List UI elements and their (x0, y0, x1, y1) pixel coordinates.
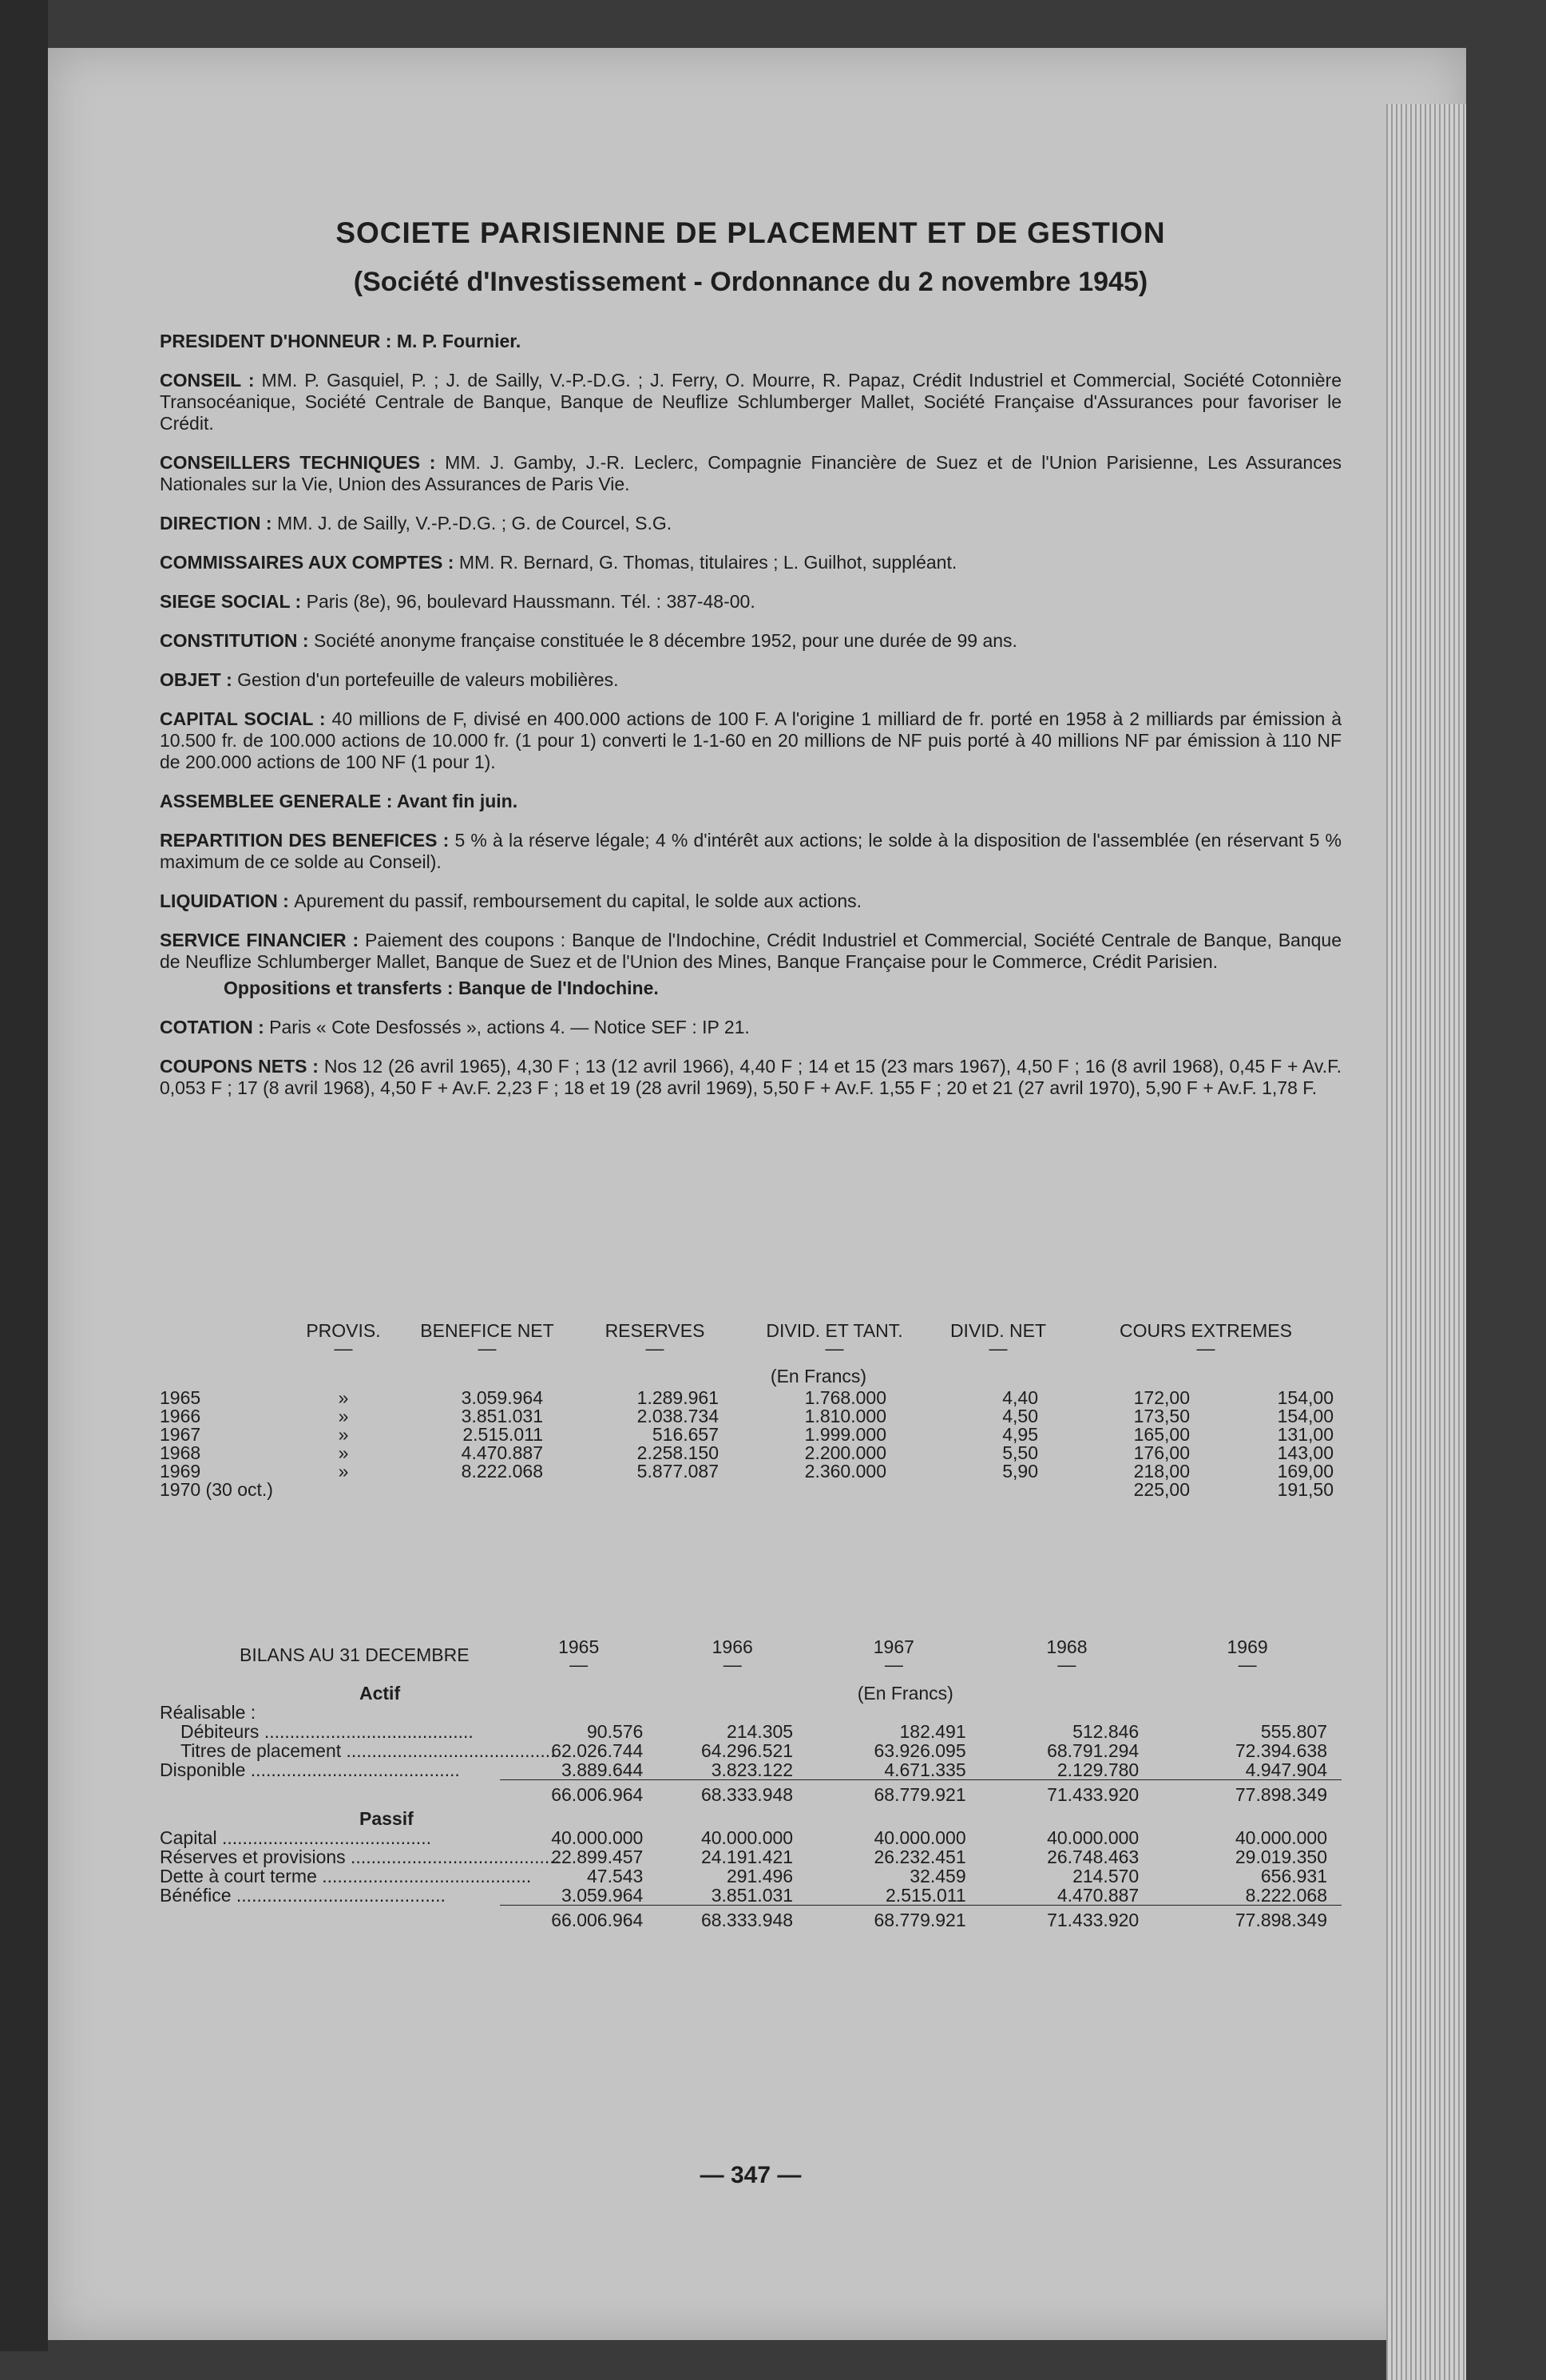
info-sections (160, 331, 1342, 973)
results-cell: 2.360.000 (804, 1461, 886, 1482)
results-row (160, 1407, 1342, 1426)
results-table (160, 1322, 1342, 1499)
section-text: Paris (8e), 96, boulevard Haussmann. Tél. : 387-48-00. (306, 591, 755, 612)
bilans-total: 66.006.964 (500, 1906, 657, 1930)
results-unit: (En Francs) (770, 1366, 867, 1386)
bilans-value: 214.570 (1072, 1866, 1140, 1886)
bilans-value: 26.232.451 (874, 1846, 966, 1867)
oppositions-text: Banque de l'Indochine. (458, 978, 659, 998)
bilans-value: 24.191.421 (700, 1846, 794, 1867)
bilans-total: 68.779.921 (807, 1906, 981, 1930)
bilans-value: 40.000.000 (1047, 1827, 1140, 1848)
results-cell: 218,00 (1133, 1461, 1190, 1482)
results-cell: » (338, 1424, 349, 1445)
section-label: REPARTITION DES BENEFICES : (160, 830, 455, 851)
results-cell: 1.768.000 (804, 1387, 886, 1408)
bilans-value: 26.748.463 (1047, 1846, 1140, 1867)
col-divid-net: DIVID. NET — (949, 1320, 1047, 1359)
bilans-title: BILANS AU 31 DECEMBRE (240, 1644, 470, 1665)
section-6 (160, 630, 1342, 652)
section-text: Paris « Cote Desfossés », actions 4. — Notice SEF : IP 21. (269, 1017, 750, 1037)
bilans-passif-row (160, 1847, 1342, 1866)
bilans-year-1967: 1967 — (873, 1636, 914, 1675)
bilans-value: 62.026.744 (551, 1740, 644, 1761)
bilans-unit: (En Francs) (857, 1683, 953, 1704)
results-cell: 1967 (160, 1424, 201, 1445)
section-label: CONSEIL : (160, 370, 262, 391)
section-label: COUPONS NETS : (160, 1056, 324, 1077)
bilans-actif-row (160, 1760, 1342, 1780)
bilans-value: 291.496 (726, 1866, 794, 1886)
section2-1 (160, 1056, 1342, 1099)
bilans-value: 40.000.000 (551, 1827, 644, 1848)
bilans-value: 40.000.000 (1235, 1827, 1327, 1848)
bilans-value: 656.931 (1260, 1866, 1327, 1886)
section-text: 40 millions de F, divisé en 400.000 actions de 100 F. A l'origine 1 milliard de fr. porté en 1958 à 2 milliards par émission à 10.500 fr. de 100.000 actions de 10.000 fr. (1 pour 1) converti le 1-1-60 en 20 millions de NF puis porté à 40 millions NF par émission à 110 NF de 200.000 actions de 100 NF (1 pour 1). (160, 708, 1342, 772)
bilans-value: 2.515.011 (886, 1885, 966, 1906)
bilans-total: 68.779.921 (807, 1780, 981, 1805)
bilans-value: 72.394.638 (1235, 1740, 1327, 1761)
bilans-total: 68.333.948 (657, 1780, 807, 1805)
bilans-value: 4.470.887 (1056, 1885, 1140, 1906)
results-cell (407, 1481, 567, 1499)
bilans-header-row (160, 1637, 1342, 1672)
bilans-total: 71.433.920 (981, 1906, 1154, 1930)
section-10 (160, 830, 1342, 873)
section-8 (160, 708, 1342, 773)
bilans-value: 555.807 (1260, 1721, 1327, 1742)
bilans-value: 8.222.068 (1245, 1885, 1327, 1906)
section-text: MM. R. Bernard, G. Thomas, titulaires ; L. Guilhot, suppléant. (458, 552, 957, 573)
bilans-row-label: Réserves et provisions ......................................... (160, 1846, 561, 1867)
section-9 (160, 791, 1342, 812)
bilans-total: 66.006.964 (500, 1780, 657, 1805)
section-label: COMMISSAIRES AUX COMPTES : (160, 552, 459, 573)
results-cell (567, 1481, 743, 1499)
results-cell: » (338, 1387, 349, 1408)
bilans-total: 77.898.349 (1153, 1906, 1342, 1930)
bilans-value: 22.899.457 (551, 1846, 644, 1867)
bilans-passif-row (160, 1828, 1342, 1847)
results-cell: 1966 (160, 1406, 201, 1426)
bilans-row-label: Débiteurs ......................................... (180, 1721, 474, 1742)
section-4 (160, 552, 1342, 573)
bilans-value: 47.543 (586, 1866, 644, 1886)
results-cell: 5.877.087 (636, 1461, 719, 1482)
bilans-cell (160, 1906, 500, 1930)
bilans-value: 4.671.335 (884, 1759, 966, 1780)
results-cell (743, 1481, 926, 1499)
results-cell: » (338, 1442, 349, 1463)
col-benefice: BENEFICE NET — (420, 1320, 554, 1359)
document-title: SOCIETE PARISIENNE DE PLACEMENT ET DE GESTION (335, 216, 1166, 249)
results-cell: 1970 (30 oct.) (160, 1479, 273, 1500)
bilans-value: 3.889.644 (561, 1759, 644, 1780)
results-cell: 4,95 (1002, 1424, 1038, 1445)
results-cell: 2.038.734 (636, 1406, 719, 1426)
actif-label: Actif (359, 1683, 401, 1704)
results-row (160, 1389, 1342, 1407)
results-cell: 516.657 (652, 1424, 719, 1445)
section-text: Société anonyme française constituée le 8 décembre 1952, pour une durée de 99 ans. (313, 630, 1017, 651)
section-text: Apurement du passif, remboursement du capital, le solde aux actions. (294, 891, 862, 911)
book-spine (0, 0, 48, 2351)
results-cell: 3.851.031 (461, 1406, 543, 1426)
results-cell: 1968 (160, 1442, 201, 1463)
bilans-year-1965: 1965 — (558, 1636, 600, 1675)
section-text: M. P. Fournier. (396, 331, 521, 351)
results-cell: 1969 (160, 1461, 201, 1482)
bilans-value: 182.491 (899, 1721, 966, 1742)
results-cell: 154,00 (1277, 1387, 1334, 1408)
results-cell: 165,00 (1133, 1424, 1190, 1445)
section-2 (160, 452, 1342, 495)
bilans-value: 3.851.031 (711, 1885, 794, 1906)
bilans-total: 77.898.349 (1153, 1780, 1342, 1805)
bilans-passif-total (160, 1906, 1342, 1930)
section-label: OBJET : (160, 669, 238, 690)
results-cell: 1.810.000 (804, 1406, 886, 1426)
bilans-cell (500, 1804, 1342, 1828)
section-0 (160, 331, 1342, 352)
section-12 (160, 930, 1342, 973)
section-label: CONSTITUTION : (160, 630, 314, 651)
document-subtitle: (Société d'Investissement - Ordonnance du 2 novembre 1945) (353, 267, 1148, 297)
section-7 (160, 669, 1342, 691)
results-cell: 176,00 (1133, 1442, 1190, 1463)
bilans-body (160, 1672, 1342, 1930)
results-cell: » (338, 1461, 349, 1482)
results-cell: 5,90 (1002, 1461, 1038, 1482)
realisable-label: Réalisable : (160, 1702, 256, 1723)
page-content (160, 216, 1342, 2188)
results-cell: 4.470.887 (461, 1442, 543, 1463)
results-cell: 131,00 (1277, 1424, 1334, 1445)
section-text: Avant fin juin. (396, 791, 518, 811)
bilans-row-label: Capital ......................................... (160, 1827, 431, 1848)
results-cell: 2.515.011 (462, 1424, 543, 1445)
section-label: DIRECTION : (160, 513, 277, 534)
bilans-value: 214.305 (726, 1721, 794, 1742)
bilans-value: 4.947.904 (1245, 1759, 1327, 1780)
bilans-value: 63.926.095 (874, 1740, 966, 1761)
section-5 (160, 591, 1342, 613)
results-cell: 5,50 (1002, 1442, 1038, 1463)
results-cell: 3.059.964 (461, 1387, 543, 1408)
bilans-value: 29.019.350 (1235, 1846, 1327, 1867)
section-text: Nos 12 (26 avril 1965), 4,30 F ; 13 (12 avril 1966), 4,40 F ; 14 et 15 (23 mars 1967), 4,50 F ; 16 (8 avril 1968), 0,45 F + Av.F. 0,053 F ; 17 (8 avril 1968), 4,50 F + Av.F. 2,23 F ; 18 et 19 (28 avril 1969), 5,50 F + Av.F. 1,55 F ; 20 et 21 (27 avril 1970), 5,90 F + Av.F. 1,78 F. (160, 1056, 1342, 1098)
info-sections-2 (160, 1017, 1342, 1099)
bilans-actif-head (160, 1672, 1342, 1703)
section-text: 5 % à la réserve légale; 4 % d'intérêt aux actions; le solde à la disposition de l'assemblée (en réservant 5 % maximum de ce solde au Conseil). (160, 830, 1342, 872)
bilans-table (160, 1637, 1342, 1930)
bilans-value: 64.296.521 (700, 1740, 794, 1761)
col-cours: COURS EXTREMES — (1120, 1320, 1292, 1359)
page-number: — 347 — (700, 2162, 802, 2188)
bilans-year-1969: 1969 — (1227, 1636, 1268, 1675)
col-reserves: RESERVES — (605, 1320, 705, 1359)
bilans-value: 3.059.964 (561, 1885, 644, 1906)
section-label: SIEGE SOCIAL : (160, 591, 307, 612)
section-label: CAPITAL SOCIAL : (160, 708, 332, 729)
bilans-cell (160, 1780, 500, 1805)
results-cell (279, 1481, 407, 1499)
col-year (160, 1322, 279, 1356)
results-header-row (160, 1322, 1342, 1356)
section-11 (160, 891, 1342, 912)
bilans-cell (1153, 1672, 1342, 1703)
section-text: MM. J. Gamby, J.-R. Leclerc, Compagnie Financière de Suez et de l'Union Parisienne, Les Assurances Nationales sur la Vie, Union des Assurances de Paris Vie. (160, 452, 1342, 494)
bilans-passif-head (160, 1804, 1342, 1828)
passif-label: Passif (359, 1808, 414, 1829)
col-divid-tant: DIVID. ET TANT. — (766, 1320, 903, 1359)
bilans-actif-total (160, 1780, 1342, 1805)
results-cell: 8.222.068 (461, 1461, 543, 1482)
bilans-passif-row (160, 1886, 1342, 1906)
bilans-value: 40.000.000 (874, 1827, 966, 1848)
col-provis: PROVIS. — (306, 1320, 381, 1359)
results-cell: 169,00 (1277, 1461, 1334, 1482)
section-label: SERVICE FINANCIER : (160, 930, 365, 950)
bilans-value: 40.000.000 (700, 1827, 794, 1848)
results-cell: 1.289.961 (636, 1387, 719, 1408)
section-label: COTATION : (160, 1017, 270, 1037)
results-cell: 2.200.000 (804, 1442, 886, 1463)
bilans-total: 71.433.920 (981, 1780, 1154, 1805)
results-cell: 191,50 (1277, 1479, 1334, 1500)
results-row (160, 1481, 1342, 1499)
results-body (160, 1389, 1342, 1499)
results-cell: 1965 (160, 1387, 201, 1408)
results-cell: 225,00 (1133, 1479, 1190, 1500)
bilans-year-1966: 1966 — (712, 1636, 753, 1675)
bilans-row-label: Titres de placement ......................................... (180, 1740, 556, 1761)
bilans-actif-row (160, 1741, 1342, 1760)
bilans-cell (500, 1672, 657, 1703)
section-text: Paiement des coupons : Banque de l'Indochine, Crédit Industriel et Commercial, Société Centrale de Banque, Banque de Neuflize Schlumberger Mallet, Banque de Suez et de l'Union des Mines, Banque Française pour le Commerce, Crédit Parisien. (160, 930, 1342, 972)
section-label: CONSEILLERS TECHNIQUES : (160, 452, 446, 473)
section-label: ASSEMBLEE GENERALE : (160, 791, 397, 811)
section-label: PRESIDENT D'HONNEUR : (160, 331, 397, 351)
section-text: MM. P. Gasquiel, P. ; J. de Sailly, V.-P.-D.G. ; J. Ferry, O. Mourre, R. Papaz, Crédit Industriel et Commercial, Société Cotonnière Transocéanique, Société Centrale de Banque, Banque de Neuflize Schlumberger Mallet, Société Française d'Assurances pour favoriser le Crédit. (160, 370, 1342, 434)
results-cell: 143,00 (1277, 1442, 1334, 1463)
document-page (48, 48, 1466, 2340)
section-label: LIQUIDATION : (160, 891, 295, 911)
page-edges (1386, 104, 1466, 2380)
results-cell: 4,50 (1002, 1406, 1038, 1426)
bilans-value: 3.823.122 (711, 1759, 794, 1780)
results-cell (926, 1481, 1070, 1499)
bilans-passif-row (160, 1866, 1342, 1886)
bilans-value: 68.791.294 (1047, 1740, 1140, 1761)
bilans-year-1968: 1968 — (1046, 1636, 1088, 1675)
results-row (160, 1462, 1342, 1481)
section-1 (160, 370, 1342, 434)
results-cell: 173,50 (1133, 1406, 1190, 1426)
results-cell: 154,00 (1277, 1406, 1334, 1426)
bilans-row-label: Dette à court terme ......................................... (160, 1866, 532, 1886)
results-cell: » (338, 1406, 349, 1426)
bilans-row-label: Bénéfice ......................................... (160, 1885, 446, 1906)
bilans-realisable (160, 1703, 1342, 1722)
results-cell: 172,00 (1133, 1387, 1190, 1408)
results-cell: 4,40 (1002, 1387, 1038, 1408)
results-row (160, 1444, 1342, 1462)
section-3 (160, 513, 1342, 534)
results-row (160, 1426, 1342, 1444)
section2-0 (160, 1017, 1342, 1038)
results-cell: 1.999.000 (804, 1424, 886, 1445)
bilans-actif-row (160, 1722, 1342, 1741)
results-cell: 2.258.150 (636, 1442, 719, 1463)
oppositions-line (160, 978, 1342, 999)
bilans-value: 90.576 (586, 1721, 644, 1742)
bilans-value: 32.459 (910, 1866, 966, 1886)
bilans-total: 68.333.948 (657, 1906, 807, 1930)
section-text: Gestion d'un portefeuille de valeurs mobilières. (237, 669, 619, 690)
section-text: MM. J. de Sailly, V.-P.-D.G. ; G. de Courcel, S.G. (276, 513, 672, 534)
oppositions-label: Oppositions et transferts : (224, 978, 454, 998)
bilans-value: 512.846 (1072, 1721, 1140, 1742)
bilans-value: 2.129.780 (1056, 1759, 1140, 1780)
bilans-row-label: Disponible ......................................... (160, 1759, 460, 1781)
